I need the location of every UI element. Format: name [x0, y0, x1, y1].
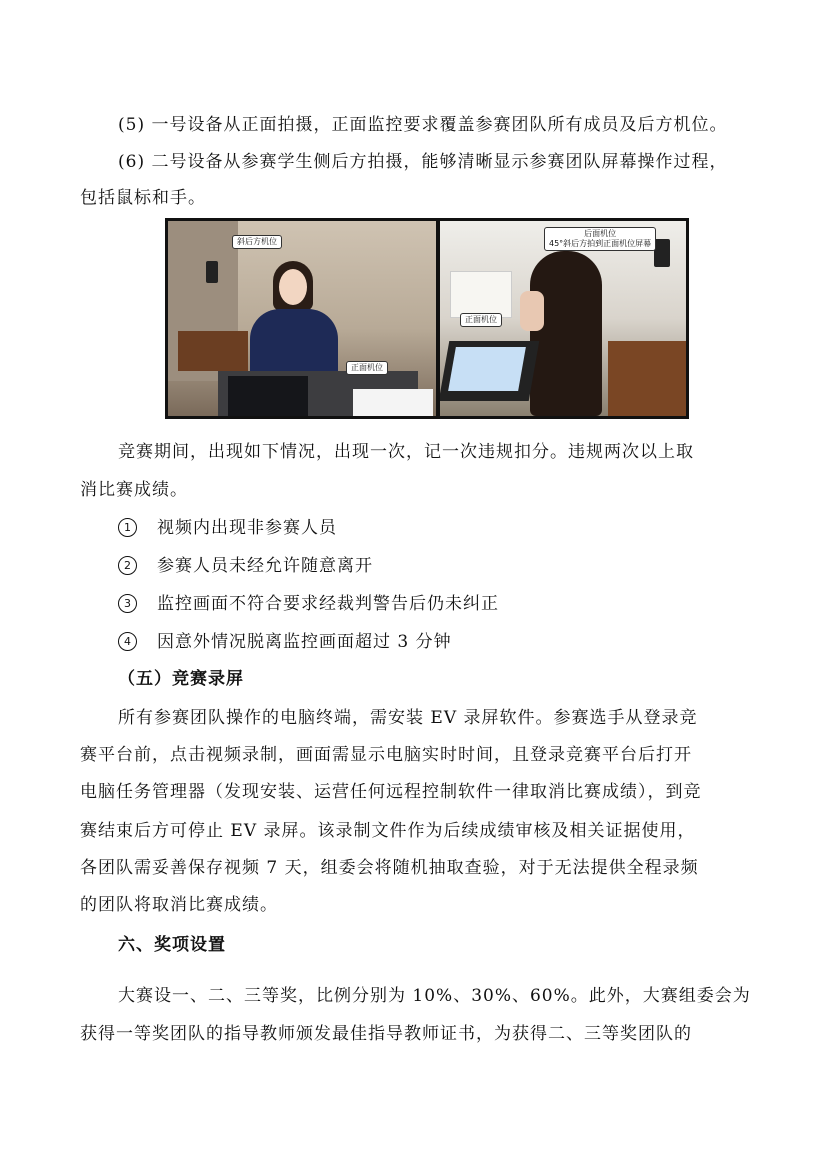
recording-line-6: 的团队将取消比赛成绩。: [80, 895, 278, 915]
violation-text-4: 因意外情况脱离监控画面超过 3 分钟: [157, 632, 452, 652]
section-heading-awards: 六、奖项设置: [118, 935, 226, 955]
tag-rear-camera-line-2: 45°斜后方拍到正面机位屏幕: [549, 239, 652, 248]
awards-line-1: 大赛设一、二、三等奖，比例分别为 10%、30%、60%。此外，大赛组委会为: [118, 986, 751, 1006]
camera-setup-photo: [165, 218, 689, 419]
rear-view-panel: [440, 221, 686, 416]
recording-line-3: 电脑任务管理器（发现安装、运营任何远程控制软件一律取消比赛成绩），到竞: [80, 782, 702, 802]
violation-text-2: 参赛人员未经允许随意离开: [157, 556, 373, 576]
section-heading-recording: （五）竞赛录屏: [118, 669, 244, 689]
violations-intro-line-1: 竞赛期间，出现如下情况，出现一次，记一次违规扣分。违规两次以上取: [118, 442, 694, 462]
violation-item-4: [118, 631, 452, 653]
tag-front-camera-right: 正面机位: [460, 313, 502, 327]
violation-item-2: [118, 555, 373, 577]
violation-text-3: 监控画面不符合要求经裁判警告后仍未纠正: [157, 594, 499, 614]
circled-number-2: 2: [118, 556, 137, 575]
violations-intro-line-2: 消比赛成绩。: [80, 480, 188, 500]
awards-line-2: 获得一等奖团队的指导教师颁发最佳指导教师证书，为获得二、三等奖团队的: [80, 1024, 692, 1044]
circled-number-1: 1: [118, 518, 137, 537]
paragraph-5: (5) 一号设备从正面拍摄，正面监控要求覆盖参赛团队所有成员及后方机位。: [118, 115, 728, 135]
circled-number-3: 3: [118, 594, 137, 613]
violation-item-1: [118, 517, 337, 539]
paragraph-6-line-1: (6) 二号设备从参赛学生侧后方拍摄，能够清晰显示参赛团队屏幕操作过程，: [118, 152, 728, 172]
recording-line-5: 各团队需妥善保存视频 7 天，组委会将随机抽取查验，对于无法提供全程录频: [80, 858, 699, 878]
tag-rear-oblique-camera: 斜后方机位: [232, 235, 282, 249]
violation-item-3: [118, 593, 499, 615]
recording-line-2: 赛平台前，点击视频录制，画面需显示电脑实时时间，且登录竞赛平台后打开: [80, 745, 692, 765]
tag-front-camera: 正面机位: [346, 361, 388, 375]
recording-line-4: 赛结束后方可停止 EV 录屏。该录制文件作为后续成绩审核及相关证据使用，: [80, 821, 696, 841]
violation-text-1: 视频内出现非参赛人员: [157, 518, 337, 538]
tag-rear-camera-line-1: 后面机位: [584, 229, 617, 238]
recording-line-1: 所有参赛团队操作的电脑终端，需安装 EV 录屏软件。参赛选手从登录竞: [118, 708, 698, 728]
circled-number-4: 4: [118, 632, 137, 651]
front-view-panel: [168, 221, 436, 416]
tag-rear-camera: [544, 227, 656, 251]
paragraph-6-line-2: 包括鼠标和手。: [80, 188, 206, 208]
